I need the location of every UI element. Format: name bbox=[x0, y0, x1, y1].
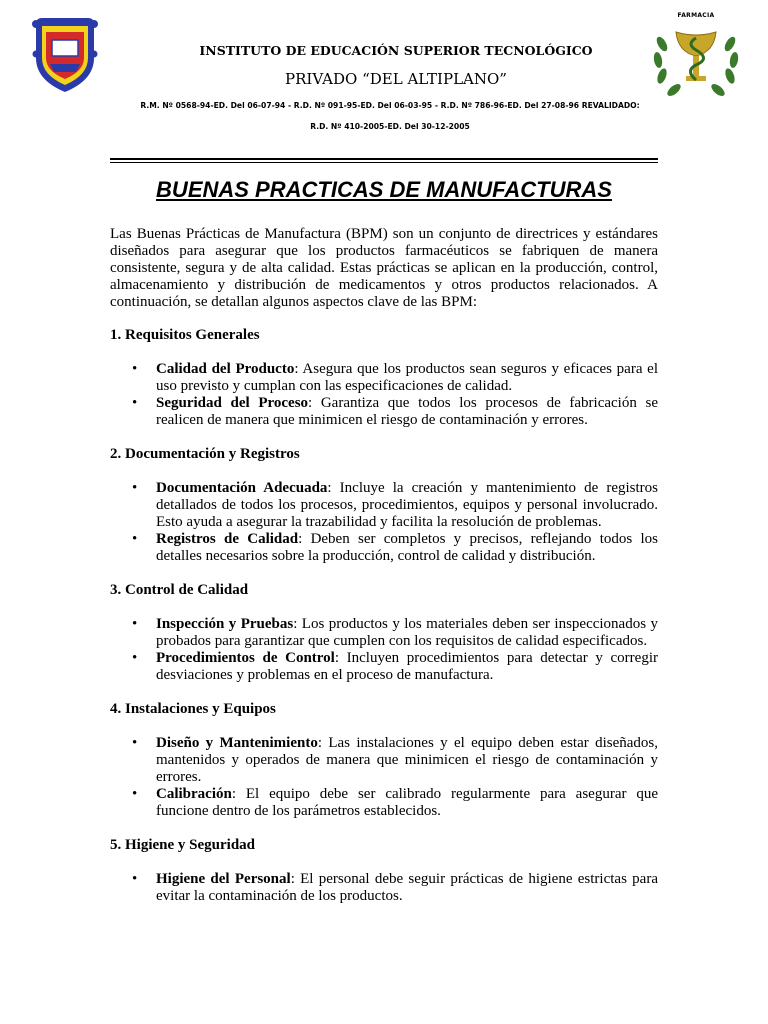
section-title: 4. Instalaciones y Equipos bbox=[110, 701, 276, 717]
list-item-text: : Incluyen procedimientos para detectar y corregir desviaciones y problemas en el proceso de manufactura. bbox=[156, 650, 658, 683]
institute-name-line2: PRIVADO “DEL ALTIPLANO” bbox=[285, 70, 507, 88]
section-title: 2. Documentación y Registros bbox=[110, 446, 300, 462]
bullet-list bbox=[110, 735, 658, 820]
section-title: 1. Requisitos Generales bbox=[110, 327, 260, 343]
list-item-text: : Garantiza que todos los procesos de fabricación se realicen de manera que minimicen el riesgo de contaminación y errores. bbox=[156, 395, 658, 428]
list-item-text: : El equipo debe ser calibrado regularmente para asegurar que funcione dentro de los parámetros establecidos. bbox=[156, 786, 658, 819]
header-divider-thick bbox=[110, 158, 658, 160]
list-item-term: Calibración bbox=[156, 786, 232, 802]
list-item-term: Higiene del Personal bbox=[156, 871, 291, 887]
resolutions-line: R.M. Nº 0568-94-ED. Del 06-07-94 - R.D. Nº 091-95-ED. Del 06-03-95 - R.D. Nº 786-96-ED. Del 27-08-96 REVALIDADO: bbox=[140, 101, 640, 110]
section-title: 5. Higiene y Seguridad bbox=[110, 837, 256, 853]
section-title: 3. Control de Calidad bbox=[110, 582, 249, 598]
list-item-text: : Los productos y los materiales deben ser inspeccionados y probados para garantizar que cumplen con los requisitos de calidad especificados. bbox=[156, 616, 658, 649]
bullet-list bbox=[110, 871, 658, 905]
list-item bbox=[156, 735, 658, 786]
list-item-term: Registros de Calidad bbox=[156, 531, 299, 547]
document-title: BUENAS PRACTICAS DE MANUFACTURAS bbox=[156, 177, 612, 202]
list-item-term: Inspección y Pruebas bbox=[156, 616, 294, 632]
bullet-list bbox=[110, 361, 658, 429]
list-item bbox=[156, 786, 658, 820]
bullet-list bbox=[110, 616, 658, 684]
revalidation-line: R.D. Nº 410-2005-ED. Del 30-12-2005 bbox=[310, 122, 470, 131]
list-item bbox=[156, 650, 658, 684]
bullet-list bbox=[110, 480, 658, 565]
institute-name-line1: INSTITUTO DE EDUCACIÓN SUPERIOR TECNOLÓGICO bbox=[199, 43, 593, 58]
list-item-term: Procedimientos de Control bbox=[156, 650, 335, 666]
list-item-text: : Incluye la creación y mantenimiento de registros detallados de todos los procesos, procedimientos, equipos y personal involucrado. Esto ayuda a asegurar la trazabilidad y facilita la resolución de problemas. bbox=[156, 480, 658, 530]
intro-paragraph: Las Buenas Prácticas de Manufactura (BPM) son un conjunto de directrices y estándares diseñados para asegurar que los productos farmacéuticos se fabriquen de manera consistente, segura y de alta calidad. Estas prácticas se aplican en la producción, control, almacenamiento y distribución de medicamentos y otros productos relacionados. A continuación, se detallan algunos aspectos clave de las BPM: bbox=[110, 226, 658, 310]
list-item-term: Calidad del Producto bbox=[156, 361, 295, 377]
farmacia-label: FARMACIA bbox=[677, 12, 715, 19]
list-item bbox=[156, 616, 658, 650]
list-item bbox=[156, 531, 658, 565]
list-item-term: Documentación Adecuada bbox=[156, 480, 328, 496]
header-divider-thin bbox=[110, 162, 658, 163]
list-item bbox=[156, 871, 658, 905]
list-item-text: : El personal debe seguir prácticas de higiene estrictas para evitar la contaminación de los productos. bbox=[156, 871, 658, 904]
list-item bbox=[156, 395, 658, 429]
list-item-text: : Asegura que los productos sean seguros y eficaces para el uso previsto y cumplan con las especificaciones de calidad. bbox=[156, 361, 659, 394]
pharmacy-cup-snake-wreath-logo-icon bbox=[648, 10, 744, 106]
document-body bbox=[110, 226, 658, 922]
list-item-term: Seguridad del Proceso bbox=[156, 395, 309, 411]
list-item-text: : Las instalaciones y el equipo deben estar diseñados, mantenidos y operados de manera que minimicen el riesgo de contaminación y errores. bbox=[156, 735, 658, 785]
list-item-text: : Deben ser completos y precisos, reflejando todos los detalles necesarios sobre la producción, control de calidad y distribución. bbox=[156, 531, 658, 564]
list-item bbox=[156, 480, 658, 531]
list-item-term: Diseño y Mantenimiento bbox=[156, 735, 318, 751]
list-item bbox=[156, 361, 658, 395]
